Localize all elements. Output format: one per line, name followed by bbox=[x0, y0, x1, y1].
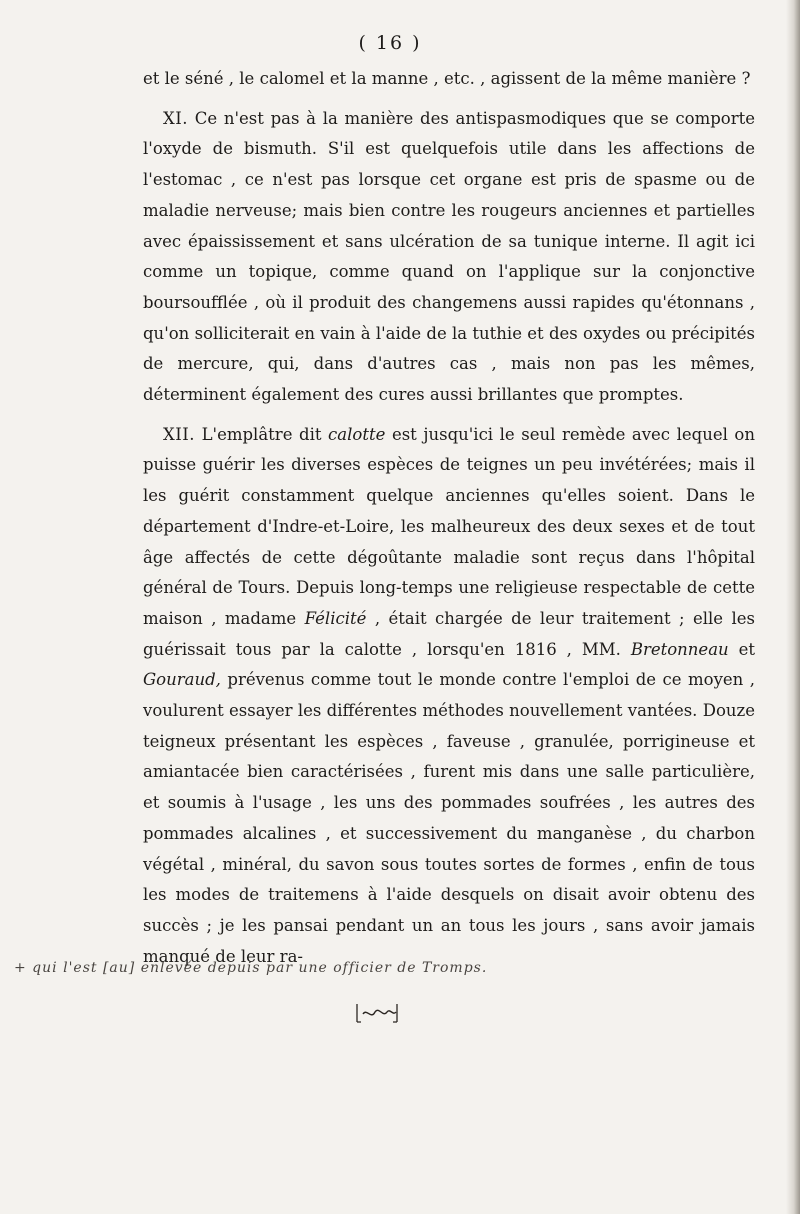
page-edge-shadow bbox=[786, 0, 800, 1214]
page-body bbox=[143, 64, 755, 972]
section-number-xii: XII. bbox=[163, 424, 196, 444]
paragraph-section-xii bbox=[143, 420, 755, 973]
section-number-xi: XI. bbox=[163, 108, 189, 128]
section-xii-text-c: , était chargée de leur traitement ; elle les guérissait tous par la calotte , lorsqu'en 1816 , MM. bbox=[143, 608, 756, 659]
handwritten-annotation: + qui l'est [au] enlevée depuis par une officier de Tromps. bbox=[14, 960, 488, 976]
paragraph-section-xi bbox=[143, 104, 755, 411]
page-number: ( 16 ) bbox=[358, 32, 422, 54]
term-calotte: calotte bbox=[328, 424, 386, 444]
name-felicite: Félicité bbox=[304, 608, 367, 628]
conjunction-et: et bbox=[738, 639, 756, 659]
name-bretonneau: Bretonneau bbox=[630, 639, 729, 659]
section-xii-text-b: est jusqu'ici le seul remède avec lequel on puisse guérir les diverses espèces de teignes un peu invétérées; mais il les guérit constamment quelque anciennes qu'elles soient. Dans le département d'Indre-et-Loire, les malheureux des deux sexes et de tout âge affectés de cette dégoûtante maladie sont reçus dans l'hôpital général de Tours. Depuis long-temps une religieuse respectable de cette maison , madame bbox=[143, 424, 755, 628]
name-gouraud: Gouraud, bbox=[143, 670, 221, 690]
handwritten-scribble bbox=[353, 1000, 401, 1026]
paragraph-continuation: et le séné , le calomel et la manne , etc. , agissent de la même manière ? bbox=[143, 69, 751, 88]
section-xii-text-a: L'emplâtre dit bbox=[201, 424, 322, 444]
section-xii-text-d: prévenus comme tout le monde contre l'emploi de ce moyen , voulurent essayer les différentes méthodes nouvellement vantées. Douze teigneux présentant les espèces , faveuse , granulée, porrigineuse et amiantacée bien caractérisées , furent mis dans une salle particulière, et soumis à l'usage , les uns des pommades soufrées , les autres des pommades alcalines , et successivement du manganèse , du charbon végétal , minéral, du savon sous toutes sortes de formes , enfin de tous les modes de traitemens à l'aide desquels on disait avoir obtenu des succès ; je les pansai pendant un an tous les jours , sans avoir jamais manqué de leur ra- bbox=[143, 670, 756, 966]
section-xi-text: Ce n'est pas à la manière des antispasmodiques que se comporte l'oxyde de bismuth. S'il est quelquefois utile dans les affections de l'estomac , ce n'est pas lorsque cet organe est pris de spasme ou de maladie nerveuse; mais bien contre les rougeurs anciennes et partielles avec épaississement et sans ulcération de sa tunique interne. Il agit ici comme un topique, comme quand on l'applique sur la conjonctive boursoufflée , où il produit des changemens aussi rapides qu'étonnans , qu'on solliciterait en vain à l'aide de la tuthie et des oxydes ou précipités de mercure, qui, dans d'autres cas , mais non pas les mêmes, déterminent également des cures aussi brillantes que promptes. bbox=[143, 108, 755, 405]
